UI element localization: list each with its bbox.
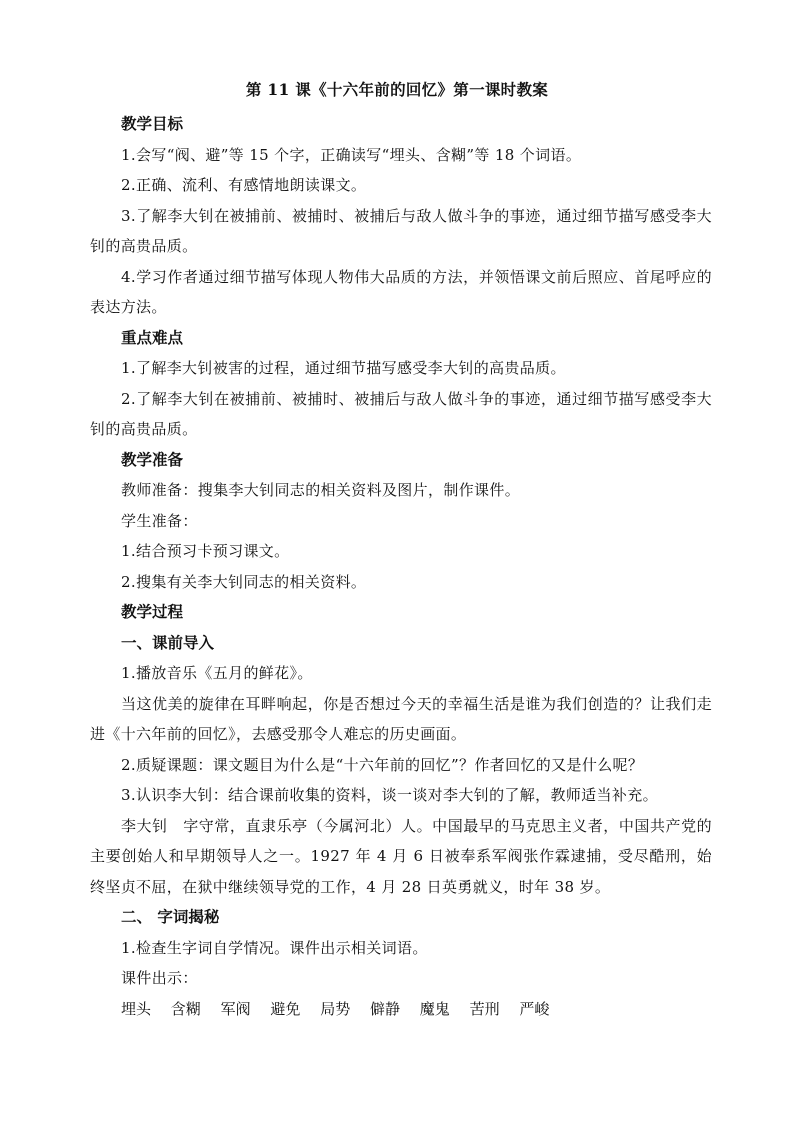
vocab-word: 苦刑 (469, 999, 500, 1018)
vocab-word: 魔鬼 (419, 999, 450, 1018)
student-preparation-label: 学生准备： (121, 511, 198, 530)
intro-item-4: 3.认识李大钊：结合课前收集的资料，谈一谈对李大钊的了解，教师适当补充。 (121, 786, 658, 804)
vocab-word: 军阀 (220, 999, 251, 1018)
goal-item-4: 4.学习作者通过细节描写体现人物伟大品质的方法，并领悟课文前后照应、首尾呼应的表达方法。 (90, 267, 712, 316)
vocab-word: 埋头 (121, 999, 152, 1018)
words-item-1: 1.检查生字词自学情况。课件出示相关词语。 (121, 938, 428, 957)
key-point-item-2: 2.了解李大钊在被捕前、被捕时、被捕后与敌人做斗争的事迹，通过细节描写感受李大钊的高贵品质。 (90, 389, 712, 438)
vocab-word: 含糊 (170, 999, 201, 1018)
vocab-word: 严峻 (519, 999, 550, 1018)
teacher-preparation: 教师准备：搜集李大钊同志的相关资料及图片，制作课件。 (121, 481, 521, 499)
section-heading-preparation: 教学准备 (121, 449, 184, 469)
subsection-heading-words: 二、 字词揭秘 (121, 907, 220, 926)
subsection-heading-intro: 一、课前导入 (121, 632, 215, 652)
intro-item-3: 2.质疑课题：课文题目为什么是“十六年前的回忆”？作者回忆的又是什么呢？ (121, 755, 644, 774)
document-body (90, 109, 712, 1024)
vocab-word: 避免 (270, 999, 301, 1018)
document-title: 第 11 课《十六年前的回忆》第一课时教案 (245, 80, 549, 99)
vocabulary-list (90, 994, 712, 1025)
student-preparation-item-1: 1.结合预习卡预习课文。 (121, 542, 290, 560)
student-preparation-item-2: 2.搜集有关李大钊同志的相关资料。 (121, 572, 367, 591)
key-point-item-1: 1.了解李大钊被害的过程，通过细节描写感受李大钊的高贵品质。 (121, 359, 566, 377)
intro-item-1: 1.播放音乐《五月的鲜花》。 (121, 664, 313, 682)
intro-item-5: 李大钊 字守常，直隶乐亭（今属河北）人。中国最早的马克思主义者，中国共产党的主要创始人和早期领导人之一。1927 年 4 月 6 日被奉系军阀张作霖逮捕，受尽酷刑，始终坚贞不屈，在狱中继续领导党的工作，4 月 28 日英勇就义，时年 38 岁。 (90, 816, 712, 896)
section-heading-process: 教学过程 (121, 602, 184, 621)
words-item-2: 课件出示： (121, 969, 198, 987)
vocab-word: 局势 (320, 999, 351, 1018)
goal-item-3: 3.了解李大钊在被捕前、被捕时、被捕后与敌人做斗争的事迹，通过细节描写感受李大钊的高贵品质。 (90, 206, 712, 255)
vocab-word: 僻静 (369, 999, 400, 1018)
section-heading-key-points: 重点难点 (121, 327, 184, 347)
goal-item-2: 2.正确、流利、有感情地朗读课文。 (121, 176, 367, 194)
goal-item-1: 1.会写“阀、避”等 15 个字，正确读写“埋头、含糊”等 18 个词语。 (121, 145, 582, 164)
section-heading-goals: 教学目标 (121, 114, 184, 133)
intro-item-2: 当这优美的旋律在耳畔响起，你是否想过今天的幸福生活是谁为我们创造的？让我们走进《十六年前的回忆》，去感受那令人难忘的历史画面。 (90, 694, 712, 743)
